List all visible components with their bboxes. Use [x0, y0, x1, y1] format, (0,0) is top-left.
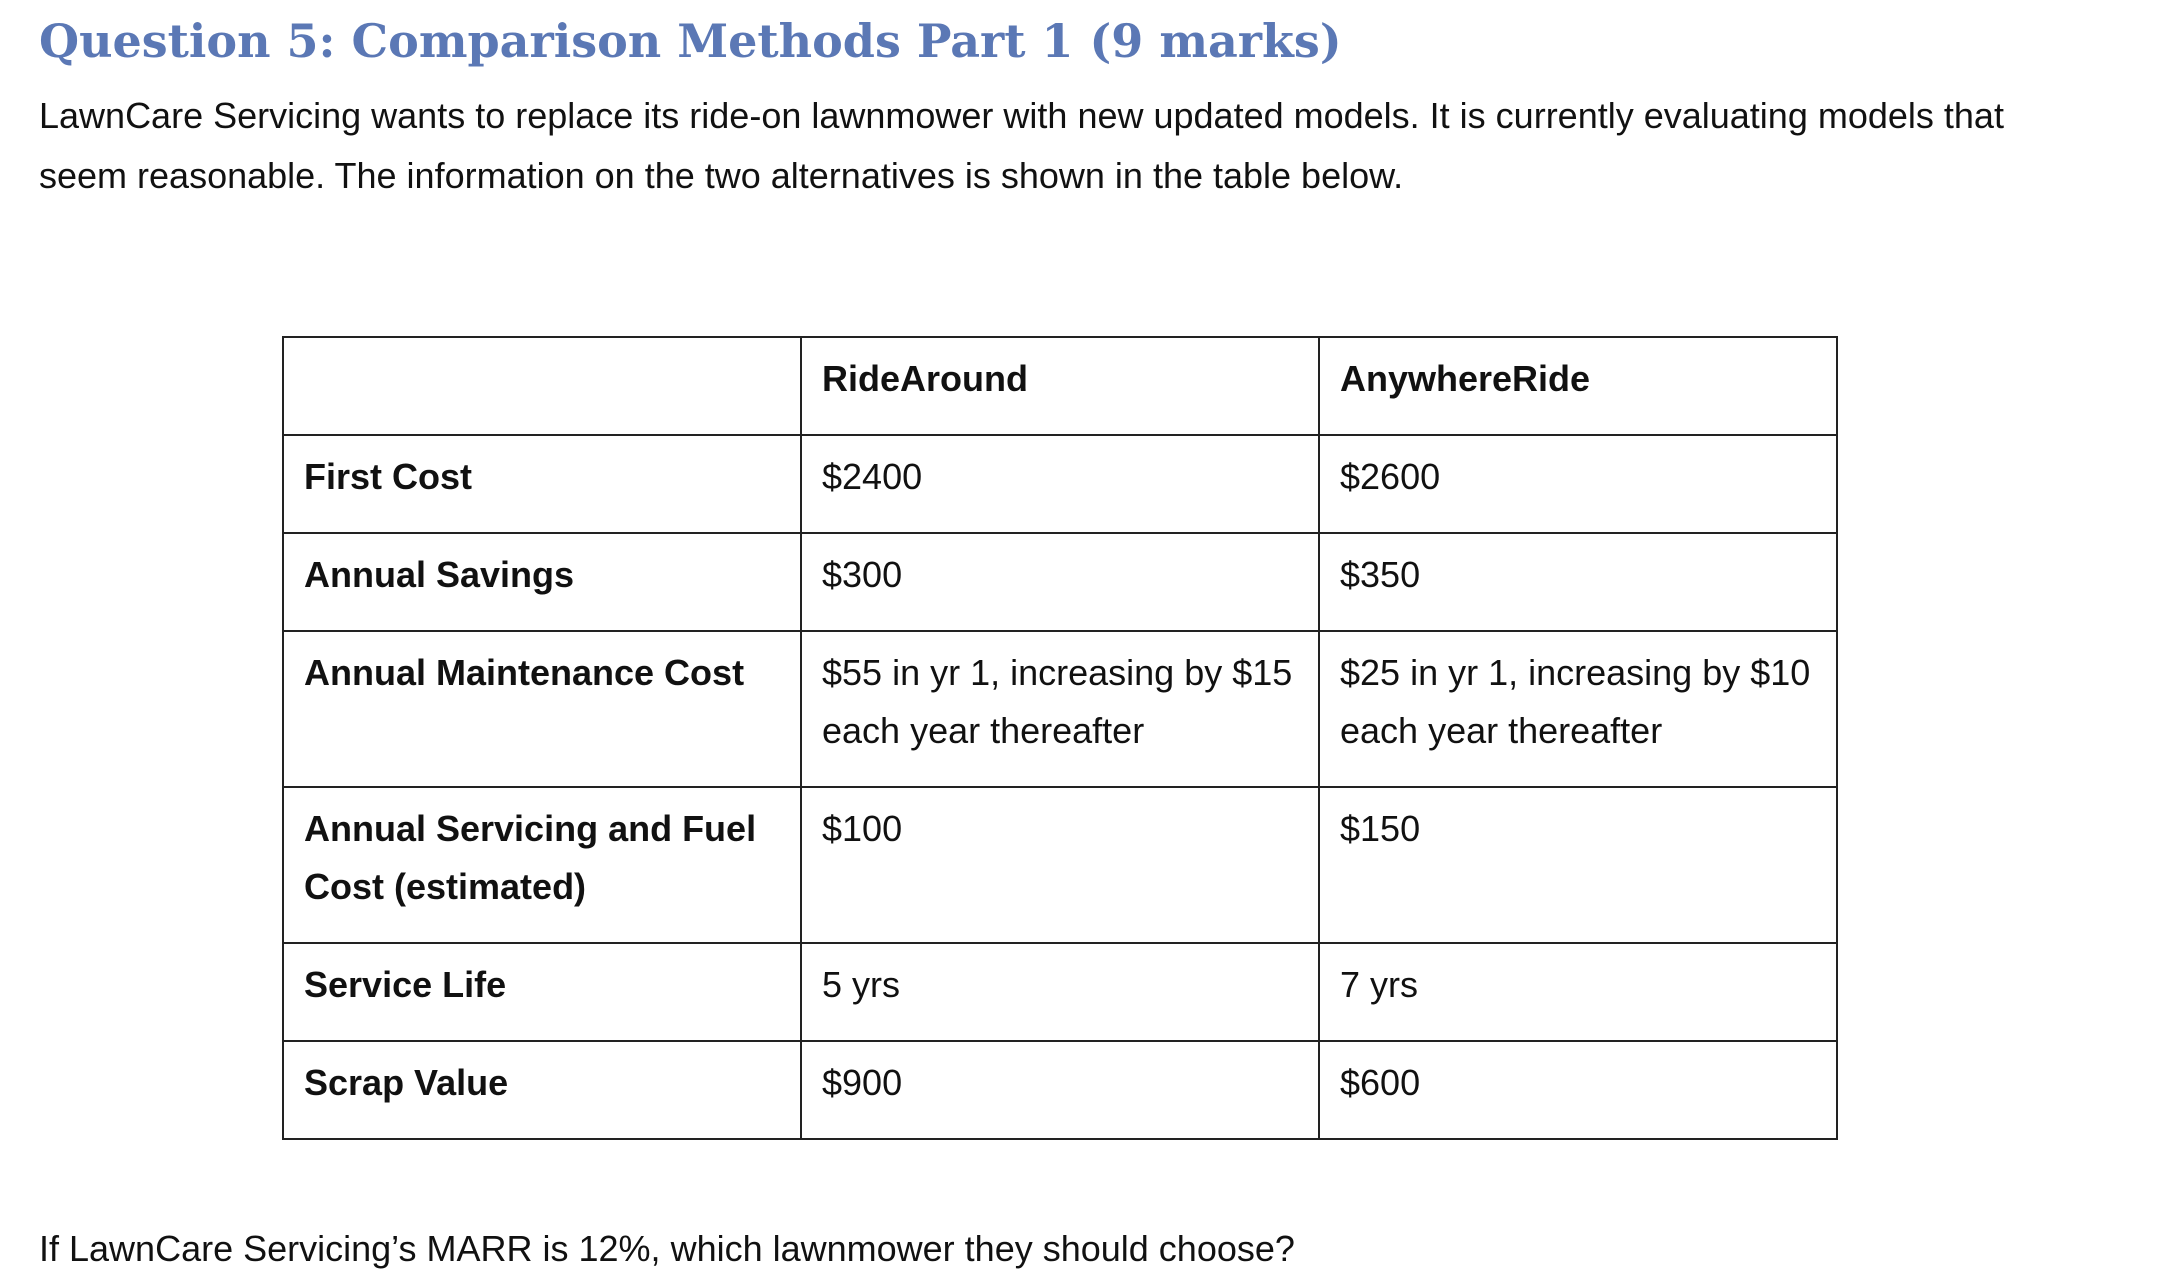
anywhereride-scrap-value: $600 — [1319, 1041, 1837, 1139]
anywhereride-first-cost: $2600 — [1319, 435, 1837, 533]
row-label-first-cost: First Cost — [283, 435, 801, 533]
ridearound-annual-savings: $300 — [801, 533, 1319, 631]
ridearound-scrap-value: $900 — [801, 1041, 1319, 1139]
ridearound-service-life: 5 yrs — [801, 943, 1319, 1041]
table-header-row — [283, 337, 1837, 435]
row-label-annual-servicing-fuel-cost: Annual Servicing and Fuel Cost (estimated) — [283, 787, 801, 943]
table-row — [283, 1041, 1837, 1139]
ridearound-annual-maintenance-cost: $55 in yr 1, increasing by $15 each year thereafter — [801, 631, 1319, 787]
anywhereride-annual-savings: $350 — [1319, 533, 1837, 631]
table-row — [283, 533, 1837, 631]
row-label-service-life: Service Life — [283, 943, 801, 1041]
row-label-scrap-value: Scrap Value — [283, 1041, 801, 1139]
anywhereride-annual-servicing-fuel-cost: $150 — [1319, 787, 1837, 943]
row-label-annual-maintenance-cost: Annual Maintenance Cost — [283, 631, 801, 787]
table-row — [283, 631, 1837, 787]
header-anywhereride: AnywhereRide — [1319, 337, 1837, 435]
table-corner-cell — [283, 337, 801, 435]
table-row — [283, 787, 1837, 943]
ridearound-annual-servicing-fuel-cost: $100 — [801, 787, 1319, 943]
question-prompt: If LawnCare Servicing’s MARR is 12%, which lawnmower they should choose? — [39, 1228, 1295, 1269]
anywhereride-annual-maintenance-cost: $25 in yr 1, increasing by $10 each year thereafter — [1319, 631, 1837, 787]
table-row — [283, 435, 1837, 533]
comparison-table — [282, 336, 1838, 1140]
table-row — [283, 943, 1837, 1041]
question-title: Question 5: Comparison Methods Part 1 (9 marks) — [39, 14, 1342, 68]
intro-paragraph: LawnCare Servicing wants to replace its ride-on lawnmower with new updated models. It is currently evaluating models that seem reasonable. The information on the two alternatives is shown in the table below. — [39, 95, 2004, 196]
header-ridearound: RideAround — [801, 337, 1319, 435]
ridearound-first-cost: $2400 — [801, 435, 1319, 533]
row-label-annual-savings: Annual Savings — [283, 533, 801, 631]
anywhereride-service-life: 7 yrs — [1319, 943, 1837, 1041]
